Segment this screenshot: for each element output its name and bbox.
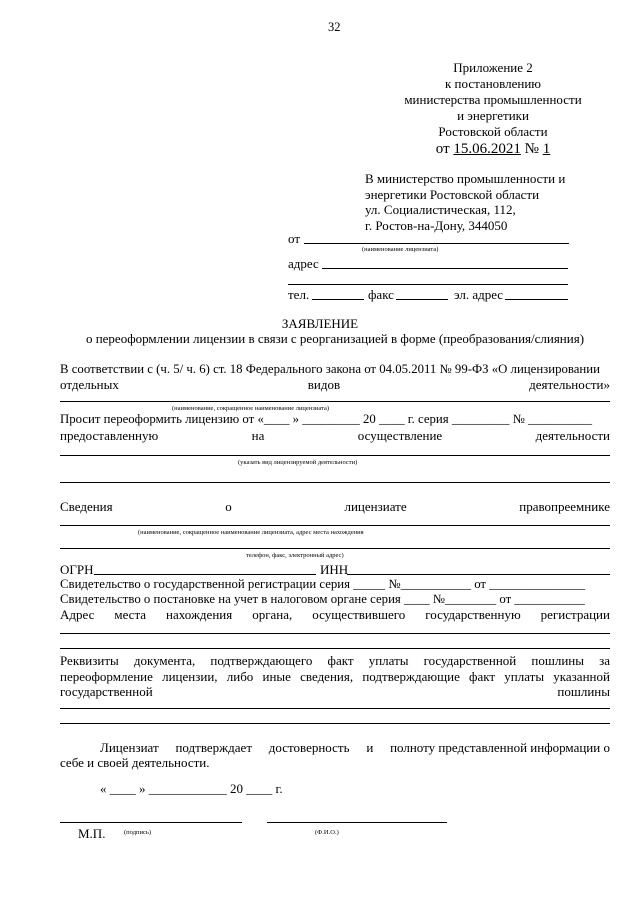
word: регистрации — [540, 607, 610, 622]
contacts-hint: телефон, факс, электронный адрес) — [246, 552, 344, 559]
signature-field[interactable] — [60, 822, 242, 823]
successor-field-2[interactable] — [60, 548, 610, 549]
activity-field[interactable] — [60, 455, 610, 456]
successor-line — [60, 499, 610, 514]
signing-date-line[interactable]: « ____ » ____________ 20 ____ г. — [100, 781, 283, 796]
document-title: ЗАЯВЛЕНИЕ — [281, 316, 359, 331]
address-field[interactable] — [322, 268, 568, 269]
word: на — [251, 428, 265, 443]
word: Адрес — [60, 607, 95, 622]
appendix-date: 15.06.2021 — [453, 141, 521, 157]
word: указанной — [553, 669, 610, 684]
appendix-block — [400, 60, 586, 159]
stamp-label: М.П. — [78, 826, 106, 841]
word: осуществление — [357, 428, 443, 443]
word: Реквизиты — [60, 653, 119, 668]
word: переоформление — [60, 669, 153, 684]
word: документа, — [133, 653, 196, 668]
law-reference-line-2 — [60, 377, 610, 392]
licensee-name-field[interactable] — [60, 401, 610, 402]
from-label: от — [288, 231, 301, 246]
appendix-line: Ростовской области — [438, 124, 548, 139]
word: видов — [307, 377, 341, 392]
fio-field[interactable] — [267, 822, 447, 823]
word: Сведения — [60, 499, 113, 514]
word: места — [114, 607, 147, 622]
phone-field[interactable] — [312, 299, 364, 300]
ogrn-label: ОГРН — [60, 562, 94, 577]
payment-line-3 — [60, 684, 610, 699]
appendix-line: министерства промышленности — [404, 92, 582, 107]
appendix-number: 1 — [542, 141, 551, 157]
address-field-2[interactable] — [288, 284, 568, 285]
word: государственную — [425, 607, 521, 622]
registration-authority-line — [60, 607, 610, 622]
word: отдельных — [60, 377, 119, 392]
word: о — [225, 499, 232, 514]
word: подтверждающего — [210, 653, 313, 668]
word: факт — [327, 653, 354, 668]
word: пошлины — [557, 684, 610, 699]
address-label: адрес — [288, 256, 319, 271]
word: подтверждающие — [362, 669, 460, 684]
word: осуществившего — [312, 607, 406, 622]
fax-label: факс — [368, 287, 394, 302]
word: предоставленную — [60, 428, 159, 443]
addressee-line: ул. Социалистическая, 112, — [365, 202, 516, 217]
authority-field[interactable] — [60, 633, 610, 634]
activity-field-2[interactable] — [60, 482, 610, 483]
request-line: Просит переоформить лицензию от «____ » _________ 20 ____ г. серия _________ № __________ — [60, 412, 593, 426]
word: уплаты — [368, 653, 409, 668]
word: уплаты — [504, 669, 545, 684]
document-subtitle: о переоформлении лицензии в связи с реорганизацией в форме (преобразования/слияния) — [85, 331, 585, 346]
ogrn-field[interactable] — [94, 574, 316, 575]
appendix-line: Приложение 2 — [453, 60, 533, 75]
inn-label: ИНН — [320, 562, 349, 577]
confirmation-line-1 — [100, 740, 610, 755]
registration-certificate-line: Свидетельство о государственной регистрации серия _____ №___________ от _______________ — [60, 577, 586, 591]
word: лицензии, — [162, 669, 218, 684]
word: иные — [262, 669, 291, 684]
email-label: эл. адрес — [454, 287, 504, 302]
authority-field-2[interactable] — [60, 648, 610, 649]
appendix-date-line — [400, 140, 586, 159]
licensee-name-hint: (наименование, сокращенное наименование лицензиата) — [172, 405, 330, 412]
appendix-line: и энергетики — [457, 108, 529, 123]
email-field[interactable] — [505, 299, 568, 300]
inn-field[interactable] — [347, 574, 610, 575]
addressee-line: г. Ростов-на-Дону, 344050 — [365, 217, 508, 233]
addressee-line: энергетики Ростовской области — [365, 186, 540, 202]
payment-line-1 — [60, 653, 610, 668]
addressee-block — [365, 171, 565, 233]
word: полноту представленной информации о — [390, 740, 610, 755]
page-number: 32 — [328, 20, 341, 34]
appendix-line: к постановлению — [444, 76, 542, 91]
number-sign: № — [524, 141, 539, 157]
confirmation-line-2: себе и своей деятельности. — [60, 755, 210, 770]
request-line-2 — [60, 428, 610, 443]
word: лицензиате — [344, 499, 407, 514]
addressee-line: В министерство промышленности и — [365, 171, 566, 186]
successor-hint: (наименование, сокращенное наименование лицензиата, адрес места нахождения — [138, 529, 364, 536]
fio-hint: (Ф.И.О.) — [315, 829, 339, 836]
word: за — [599, 653, 610, 668]
word: государственной — [423, 653, 517, 668]
word: деятельности» — [529, 377, 610, 392]
word: сведения, — [300, 669, 354, 684]
signature-hint: (подпись) — [124, 829, 151, 836]
word: государственной — [60, 684, 153, 699]
word: либо — [226, 669, 254, 684]
from-field[interactable] — [304, 243, 569, 244]
word: правопреемнике — [519, 499, 610, 514]
payment-field[interactable] — [60, 708, 610, 709]
payment-field-2[interactable] — [60, 723, 610, 724]
word: нахождения — [166, 607, 233, 622]
law-reference-line: В соответствии с (ч. 5/ ч. 6) ст. 18 Федерального закона от 04.05.2011 № 99-ФЗ «О лицензировании — [60, 362, 600, 376]
word: Лицензиат — [100, 740, 159, 755]
word: факт — [469, 669, 496, 684]
from-hint: (наименование лицензиата) — [362, 246, 439, 253]
word: пошлины — [531, 653, 584, 668]
word: деятельности — [535, 428, 610, 443]
word: подтверждает — [175, 740, 252, 755]
tax-certificate-line: Свидетельство о постановке на учет в налоговом органе серия ____ №________ от ___________ — [60, 592, 585, 606]
successor-field[interactable] — [60, 525, 610, 526]
fax-field[interactable] — [396, 299, 448, 300]
phone-label: тел. — [288, 287, 310, 302]
word: достоверность — [268, 740, 350, 755]
activity-hint: (указать вид лицензируемой деятельности) — [238, 459, 358, 466]
word: органа, — [252, 607, 293, 622]
payment-line-2 — [60, 669, 610, 684]
word: и — [366, 740, 374, 755]
date-prefix: от — [435, 141, 450, 157]
